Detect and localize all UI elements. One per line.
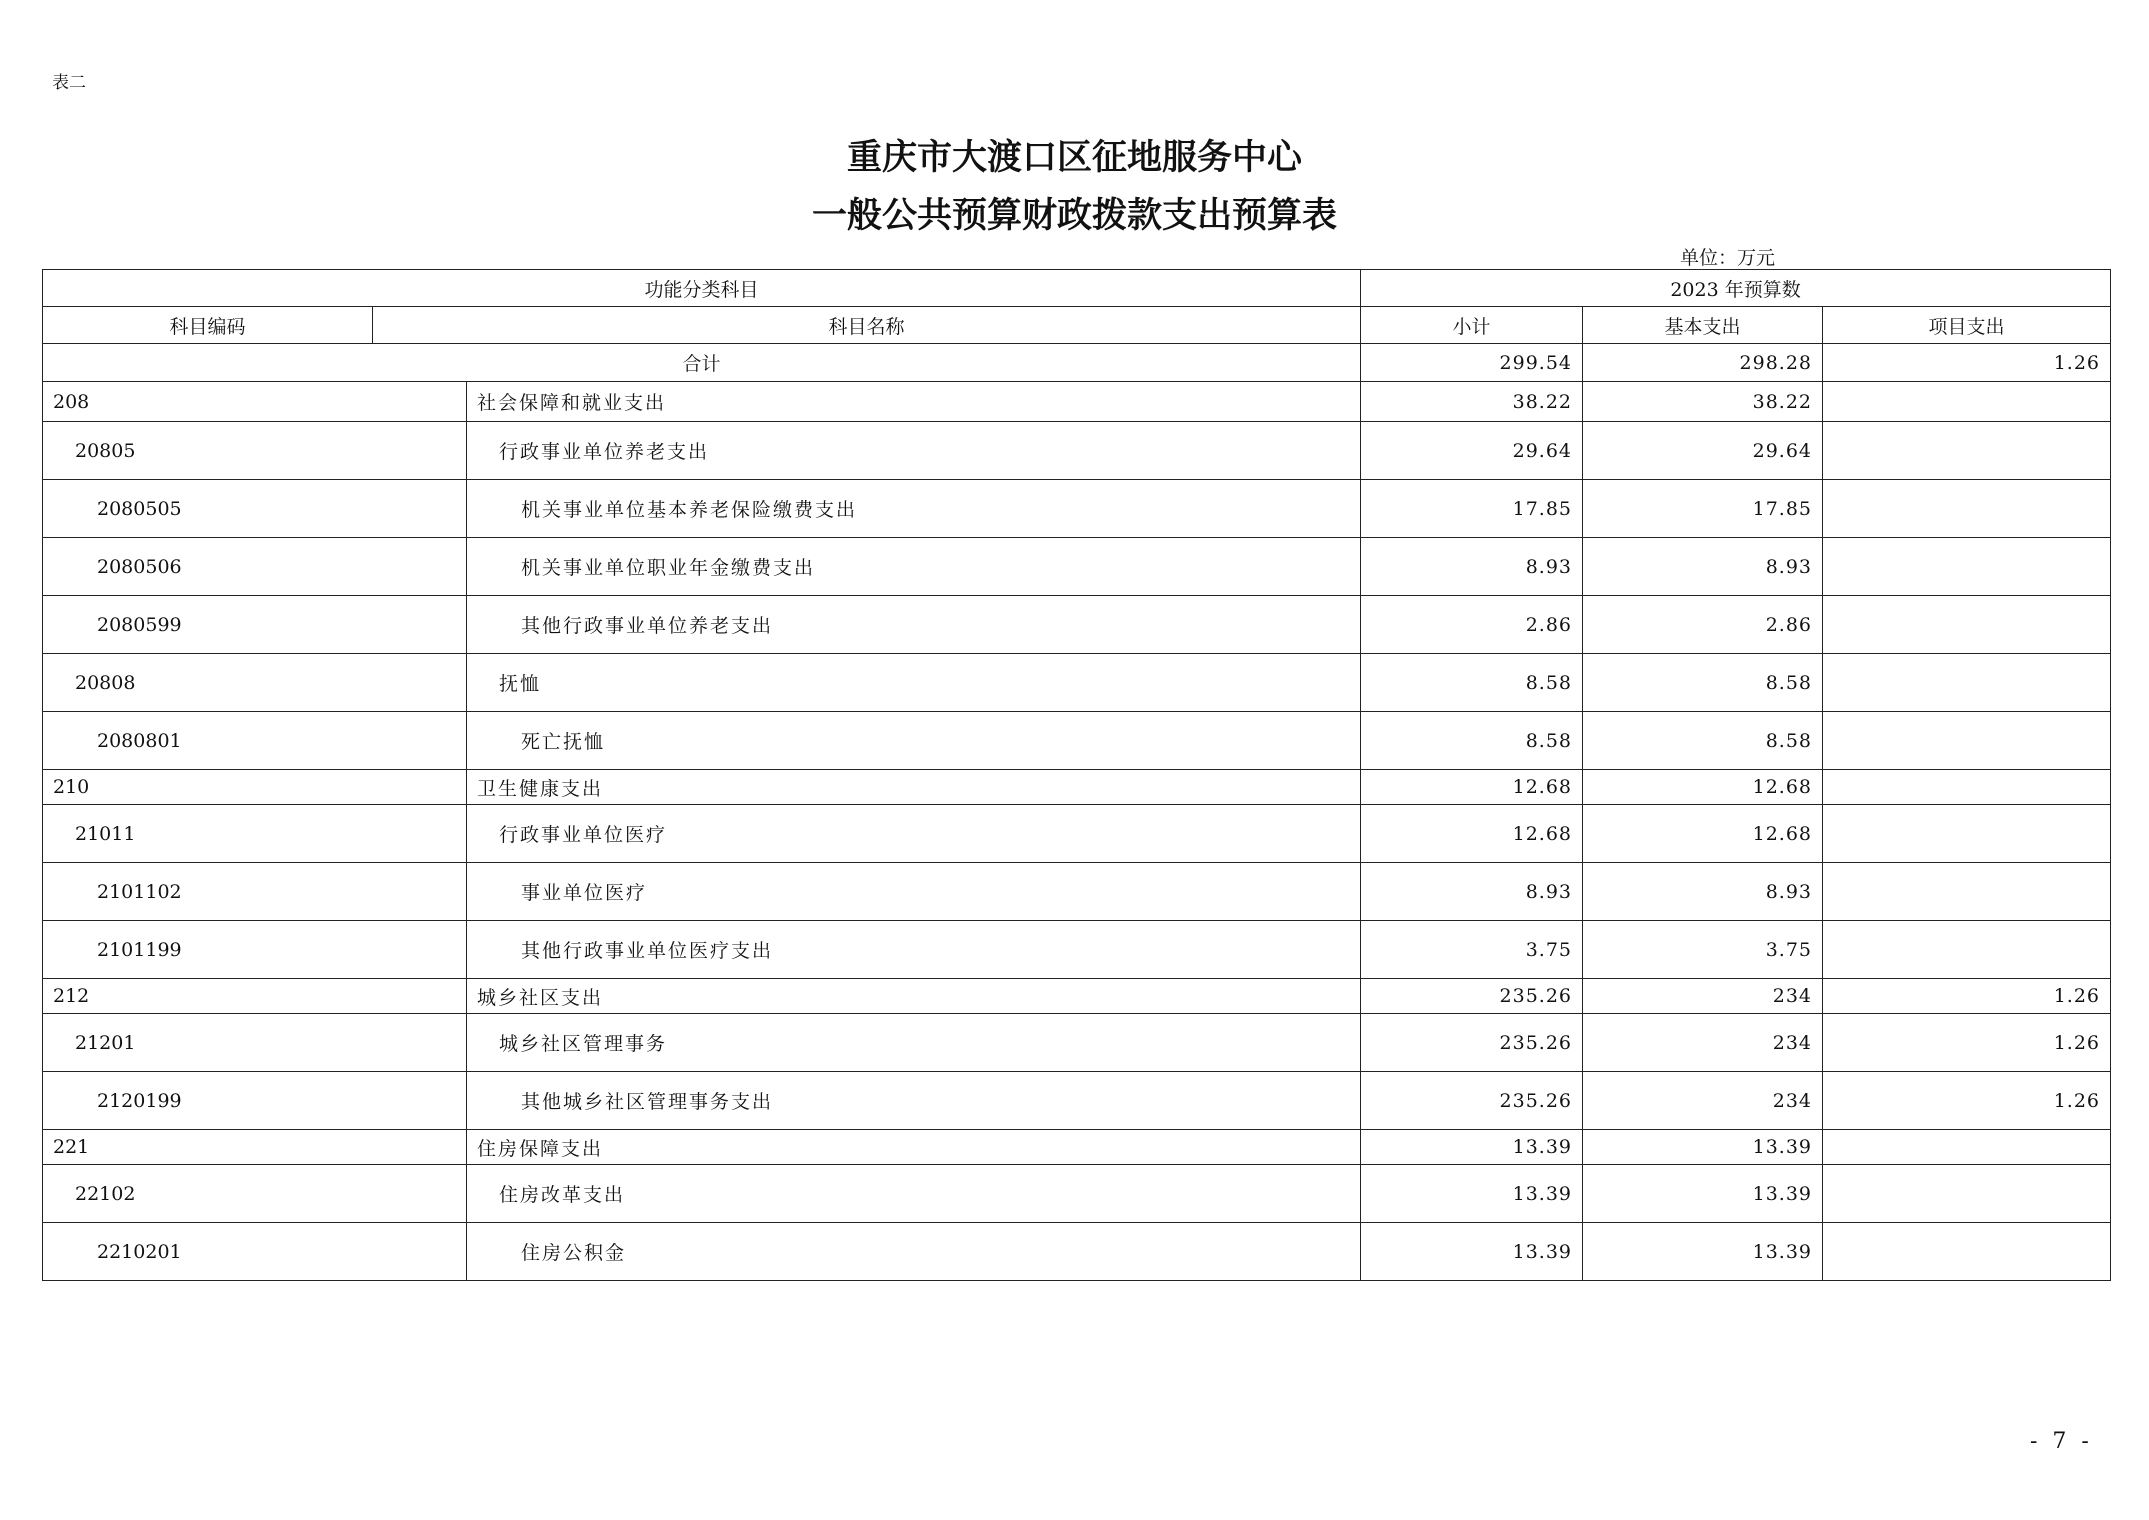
header-subject-code: 科目编码 xyxy=(43,307,373,344)
header-subtotal: 小计 xyxy=(1361,307,1583,344)
subject-name-cell xyxy=(467,596,1361,654)
page-number: - 7 - xyxy=(2030,1429,2093,1454)
subject-code: 22102 xyxy=(75,1182,136,1205)
project-expenditure-value: 1.26 xyxy=(1823,1072,2111,1130)
basic-expenditure-value: 8.58 xyxy=(1583,654,1823,712)
subtotal-value: 8.93 xyxy=(1361,538,1583,596)
subject-name: 卫生健康支出 xyxy=(477,777,604,800)
subtotal-value: 3.75 xyxy=(1361,921,1583,979)
subject-code: 212 xyxy=(53,985,90,1007)
subject-name-cell xyxy=(467,979,1361,1014)
project-expenditure-value xyxy=(1823,382,2111,422)
subject-code: 2210201 xyxy=(97,1240,182,1263)
basic-expenditure-value: 2.86 xyxy=(1583,596,1823,654)
basic-expenditure-value: 234 xyxy=(1583,1014,1823,1072)
subject-name: 行政事业单位养老支出 xyxy=(499,441,710,463)
basic-expenditure-value: 8.58 xyxy=(1583,712,1823,770)
total-row xyxy=(43,344,2111,382)
project-expenditure-value xyxy=(1823,1165,2111,1223)
subtotal-value: 235.26 xyxy=(1361,1014,1583,1072)
project-expenditure-value xyxy=(1823,654,2111,712)
total-basic: 298.28 xyxy=(1583,344,1823,382)
subject-code-cell xyxy=(43,1014,467,1072)
table-row xyxy=(43,863,2111,921)
table-label: 表二 xyxy=(52,73,86,93)
basic-expenditure-value: 12.68 xyxy=(1583,805,1823,863)
subject-name: 机关事业单位职业年金缴费支出 xyxy=(521,557,816,579)
subtotal-value: 17.85 xyxy=(1361,480,1583,538)
header-project-expenditure: 项目支出 xyxy=(1823,307,2111,344)
subtotal-value: 13.39 xyxy=(1361,1130,1583,1165)
subtotal-value: 13.39 xyxy=(1361,1223,1583,1281)
table-body xyxy=(43,382,2111,1281)
basic-expenditure-value: 234 xyxy=(1583,979,1823,1014)
header-row-groups xyxy=(43,270,2111,307)
subject-name-cell xyxy=(467,1072,1361,1130)
header-functional-classification: 功能分类科目 xyxy=(43,270,1361,307)
subject-name-cell xyxy=(467,863,1361,921)
table-row xyxy=(43,480,2111,538)
total-project: 1.26 xyxy=(1823,344,2111,382)
unit-label: 单位：万元 xyxy=(1680,247,1776,269)
project-expenditure-value xyxy=(1823,480,2111,538)
subject-name-cell xyxy=(467,1130,1361,1165)
table-row xyxy=(43,805,2111,863)
subject-name: 住房公积金 xyxy=(521,1242,627,1264)
subject-code: 2080506 xyxy=(97,555,182,578)
total-label: 合计 xyxy=(43,344,1361,382)
subject-code: 2080599 xyxy=(97,613,182,636)
subject-name: 其他行政事业单位医疗支出 xyxy=(521,940,774,962)
subtotal-value: 29.64 xyxy=(1361,422,1583,480)
subject-name: 城乡社区管理事务 xyxy=(499,1033,668,1055)
subject-name-cell xyxy=(467,921,1361,979)
subject-name: 其他城乡社区管理事务支出 xyxy=(521,1091,774,1113)
subtotal-value: 8.93 xyxy=(1361,863,1583,921)
table-row xyxy=(43,382,2111,422)
subject-code: 2080801 xyxy=(97,729,182,752)
basic-expenditure-value: 234 xyxy=(1583,1072,1823,1130)
subject-name-cell xyxy=(467,538,1361,596)
header-row-columns xyxy=(43,307,2111,344)
subject-code: 21201 xyxy=(75,1031,136,1054)
subject-name: 住房保障支出 xyxy=(477,1137,604,1160)
project-expenditure-value xyxy=(1823,770,2111,805)
subject-name-cell xyxy=(467,654,1361,712)
table-row xyxy=(43,979,2111,1014)
subject-name: 死亡抚恤 xyxy=(521,731,606,753)
subject-name: 抚恤 xyxy=(499,673,542,695)
subject-code-cell xyxy=(43,382,467,422)
subject-name-cell xyxy=(467,712,1361,770)
subject-code-cell xyxy=(43,863,467,921)
basic-expenditure-value: 17.85 xyxy=(1583,480,1823,538)
subject-code: 208 xyxy=(53,390,90,413)
basic-expenditure-value: 12.68 xyxy=(1583,770,1823,805)
subject-name-cell xyxy=(467,422,1361,480)
subject-code: 2101199 xyxy=(97,938,182,961)
subject-code: 210 xyxy=(53,776,90,798)
subject-code: 21011 xyxy=(75,822,136,845)
subject-code-cell xyxy=(43,712,467,770)
subject-code-cell xyxy=(43,770,467,805)
subject-code-cell xyxy=(43,979,467,1014)
subject-name: 事业单位医疗 xyxy=(521,882,648,904)
subject-name-cell xyxy=(467,1223,1361,1281)
project-expenditure-value xyxy=(1823,422,2111,480)
table-row xyxy=(43,1223,2111,1281)
project-expenditure-value xyxy=(1823,538,2111,596)
subtotal-value: 235.26 xyxy=(1361,1072,1583,1130)
subject-code-cell xyxy=(43,596,467,654)
project-expenditure-value: 1.26 xyxy=(1823,1014,2111,1072)
subtotal-value: 2.86 xyxy=(1361,596,1583,654)
subject-name-cell xyxy=(467,770,1361,805)
subject-name: 行政事业单位医疗 xyxy=(499,824,668,846)
table-row xyxy=(43,1014,2111,1072)
subject-name: 社会保障和就业支出 xyxy=(477,392,667,414)
subject-code: 2080505 xyxy=(97,497,182,520)
basic-expenditure-value: 3.75 xyxy=(1583,921,1823,979)
subtotal-value: 8.58 xyxy=(1361,654,1583,712)
subtotal-value: 12.68 xyxy=(1361,770,1583,805)
budget-table xyxy=(42,269,2111,1281)
total-subtotal: 299.54 xyxy=(1361,344,1583,382)
subtotal-value: 8.58 xyxy=(1361,712,1583,770)
subject-name: 城乡社区支出 xyxy=(477,986,604,1009)
subject-code-cell xyxy=(43,805,467,863)
project-expenditure-value xyxy=(1823,1223,2111,1281)
project-expenditure-value xyxy=(1823,712,2111,770)
subject-code-cell xyxy=(43,422,467,480)
subject-code-cell xyxy=(43,538,467,596)
basic-expenditure-value: 8.93 xyxy=(1583,538,1823,596)
subject-code: 221 xyxy=(53,1136,90,1158)
subject-code-cell xyxy=(43,1223,467,1281)
subject-name-cell xyxy=(467,382,1361,422)
subject-name-cell xyxy=(467,1165,1361,1223)
subject-code: 2101102 xyxy=(97,880,182,903)
subject-code-cell xyxy=(43,1072,467,1130)
subject-code: 20805 xyxy=(75,439,136,462)
basic-expenditure-value: 38.22 xyxy=(1583,382,1823,422)
subject-name-cell xyxy=(467,1014,1361,1072)
table-row xyxy=(43,596,2111,654)
table-row xyxy=(43,1130,2111,1165)
subject-code-cell xyxy=(43,1130,467,1165)
subject-name: 其他行政事业单位养老支出 xyxy=(521,615,774,637)
project-expenditure-value xyxy=(1823,1130,2111,1165)
subject-code-cell xyxy=(43,921,467,979)
subject-code: 2120199 xyxy=(97,1089,182,1112)
project-expenditure-value xyxy=(1823,805,2111,863)
project-expenditure-value: 1.26 xyxy=(1823,979,2111,1014)
basic-expenditure-value: 8.93 xyxy=(1583,863,1823,921)
header-budget-2023: 2023 年预算数 xyxy=(1361,270,2111,307)
subject-name: 住房改革支出 xyxy=(499,1184,626,1206)
subject-code-cell xyxy=(43,654,467,712)
project-expenditure-value xyxy=(1823,921,2111,979)
document-title-line1: 重庆市大渡口区征地服务中心 xyxy=(846,137,1302,178)
project-expenditure-value xyxy=(1823,863,2111,921)
subtotal-value: 12.68 xyxy=(1361,805,1583,863)
subject-code-cell xyxy=(43,480,467,538)
basic-expenditure-value: 13.39 xyxy=(1583,1130,1823,1165)
document-title-line2: 一般公共预算财政拨款支出预算表 xyxy=(811,195,1337,236)
basic-expenditure-value: 29.64 xyxy=(1583,422,1823,480)
table-row xyxy=(43,422,2111,480)
subject-code-cell xyxy=(43,1165,467,1223)
header-basic-expenditure: 基本支出 xyxy=(1583,307,1823,344)
project-expenditure-value xyxy=(1823,596,2111,654)
table-row xyxy=(43,1072,2111,1130)
basic-expenditure-value: 13.39 xyxy=(1583,1165,1823,1223)
table-row xyxy=(43,712,2111,770)
subtotal-value: 13.39 xyxy=(1361,1165,1583,1223)
header-subject-name: 科目名称 xyxy=(373,307,1361,344)
table-row xyxy=(43,1165,2111,1223)
basic-expenditure-value: 13.39 xyxy=(1583,1223,1823,1281)
table-row xyxy=(43,921,2111,979)
subtotal-value: 235.26 xyxy=(1361,979,1583,1014)
table-row xyxy=(43,654,2111,712)
subject-code: 20808 xyxy=(75,671,136,694)
subject-name: 机关事业单位基本养老保险缴费支出 xyxy=(521,499,858,521)
table-row xyxy=(43,770,2111,805)
table-row xyxy=(43,538,2111,596)
subject-name-cell xyxy=(467,480,1361,538)
subtotal-value: 38.22 xyxy=(1361,382,1583,422)
subject-name-cell xyxy=(467,805,1361,863)
